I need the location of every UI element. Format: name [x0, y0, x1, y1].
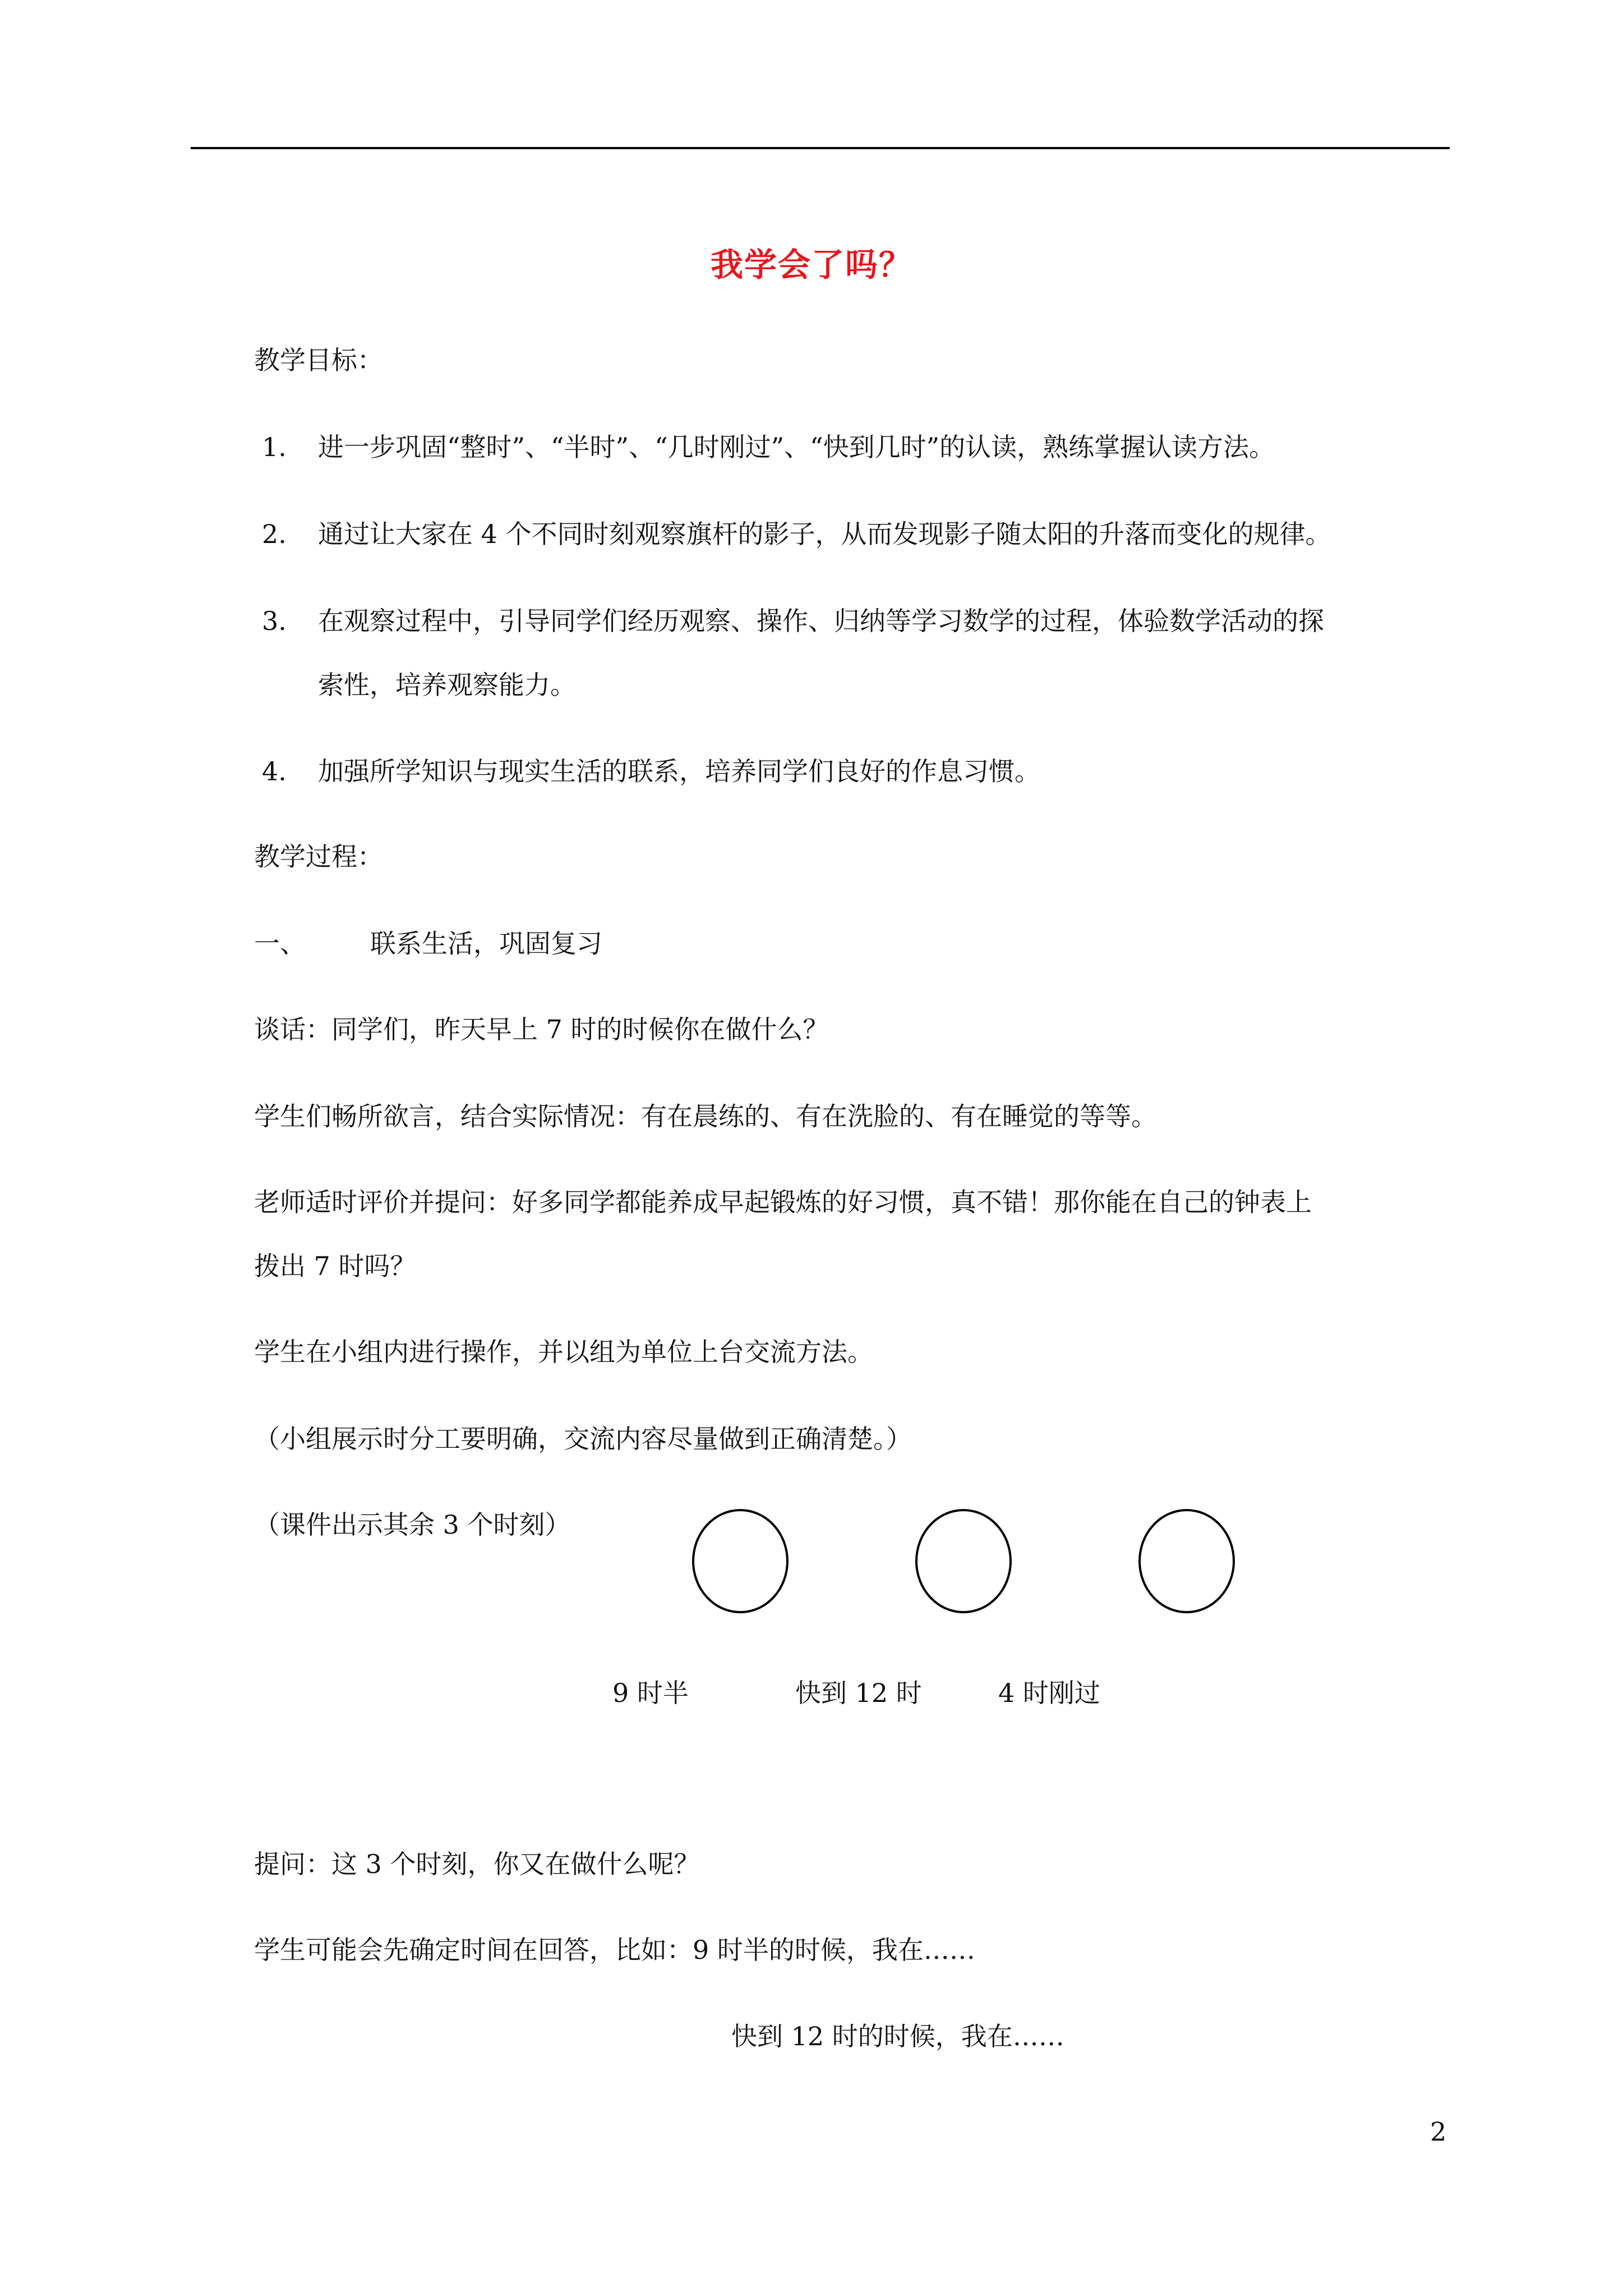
clock-label: 快到 12 时 [795, 1678, 922, 1708]
clock-face-circle [915, 1509, 1012, 1613]
clock-face-circle [1138, 1509, 1235, 1613]
paragraph: 提问：这 3 个时刻，你又在做什么呢？ [254, 1849, 700, 1879]
clock-label: 9 时半 [612, 1678, 689, 1708]
paragraph: 学生们畅所欲言，结合实际情况：有在晨练的、有在洗脸的、有在睡觉的等等。 [254, 1101, 1157, 1131]
goal-number: 1. [262, 432, 287, 462]
section-heading: 联系生活，巩固复习 [370, 928, 602, 959]
section-number: 一、 [254, 928, 306, 959]
paragraph: 谈话：同学们，昨天早上 7 时的时候你在做什么？ [254, 1014, 829, 1045]
goal-text: 加强所学知识与现实生活的联系，培养同学们良好的作息习惯。 [318, 756, 1040, 786]
goal-text: 通过让大家在 4 个不同时刻观察旗杆的影子，从而发现影子随太阳的升落而变化的规律。 [318, 519, 1331, 549]
clock-face-circle [692, 1509, 789, 1613]
goal-number: 3. [262, 606, 287, 636]
process-heading: 教学过程： [254, 841, 383, 872]
page-number: 2 [1430, 2116, 1447, 2147]
paragraph: （小组展示时分工要明确，交流内容尽量做到正确清楚。） [254, 1424, 912, 1454]
goal-text: 进一步巩固“整时”、“半时”、“几时刚过”、“快到几时”的认读，熟练掌握认读方法。 [318, 432, 1275, 462]
clock-label: 4 时刚过 [998, 1678, 1100, 1708]
paragraph: 老师适时评价并提问：好多同学都能养成早起锻炼的好习惯，真不错！那你能在自己的钟表上 [254, 1187, 1312, 1217]
goal-text-continuation: 索性，培养观察能力。 [318, 670, 576, 700]
paragraph: 快到 12 时的时候，我在…… [731, 2021, 1064, 2051]
paragraph: （课件出示其余 3 个时刻） [254, 1510, 571, 1540]
goal-number: 4. [262, 756, 287, 786]
page-title: 我学会了吗？ [710, 246, 912, 284]
paragraph: 学生在小组内进行操作，并以组为单位上台交流方法。 [254, 1337, 873, 1367]
goal-text: 在观察过程中，引导同学们经历观察、操作、归纳等学习数学的过程，体验数学活动的探 [318, 606, 1324, 636]
paragraph: 学生可能会先确定时间在回答，比如：9 时半的时候，我在…… [254, 1935, 975, 1965]
paragraph-continuation: 拨出 7 时吗？ [254, 1251, 416, 1281]
goal-number: 2. [262, 519, 287, 549]
header-rule [191, 147, 1450, 149]
goals-heading: 教学目标： [254, 345, 383, 375]
